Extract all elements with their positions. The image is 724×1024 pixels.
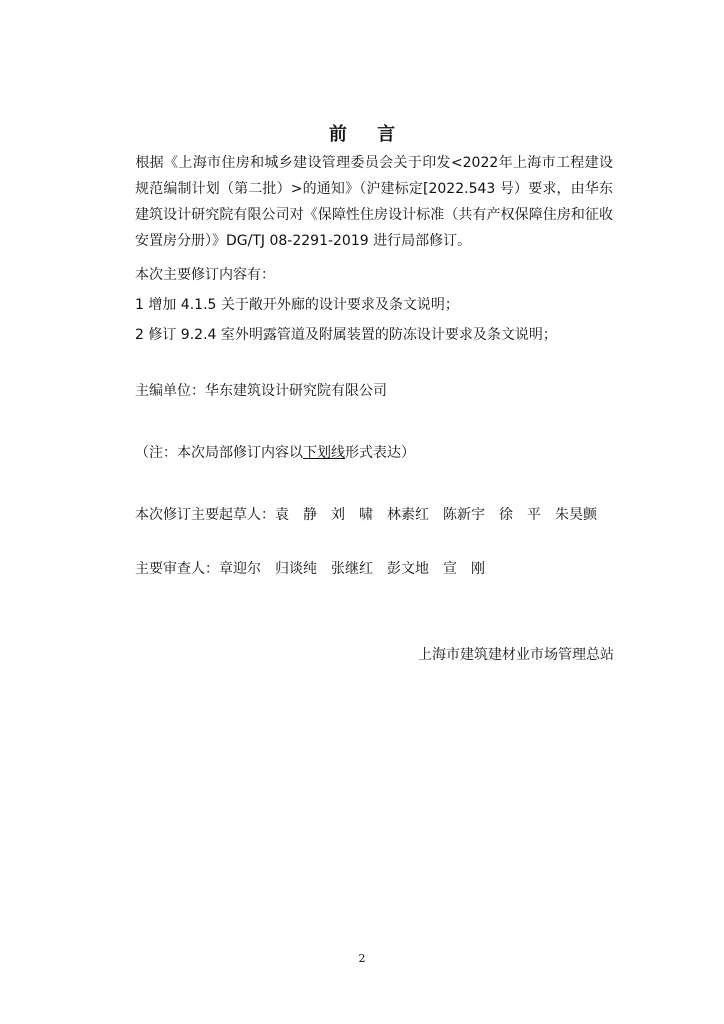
note-prefix: （注：本次局部修订内容以 xyxy=(135,445,303,461)
intro-paragraph xyxy=(135,150,613,254)
drafter-name: 袁 静 xyxy=(275,507,317,523)
drafters-label: 本次修订主要起草人： xyxy=(135,507,275,523)
page-number: 2 xyxy=(358,952,366,965)
note-underlined: 下划线 xyxy=(303,445,345,461)
drafter-name: 朱昊颤 xyxy=(555,507,597,523)
drafter-name: 林素红 xyxy=(387,507,429,523)
page-title: 前 言 xyxy=(328,124,408,145)
editor-unit-value: 华东建筑设计研究院有限公司 xyxy=(205,383,387,399)
editor-unit-label: 主编单位： xyxy=(135,383,205,399)
reviewer-name: 章迎尔 xyxy=(219,561,261,577)
reviewers-label: 主要审查人： xyxy=(135,561,219,577)
revision-item-2: 2 修订 9.2.4 室外明露管道及附属装置的防冻设计要求及条文说明； xyxy=(135,327,557,343)
drafters-line xyxy=(135,502,597,528)
reviewer-name: 彭文地 xyxy=(387,561,429,577)
note-suffix: 形式表达） xyxy=(345,445,415,461)
issuer-signature: 上海市建筑建材业市场管理总站 xyxy=(418,647,614,663)
reviewer-name: 张继红 xyxy=(331,561,373,577)
revision-item-1: 1 增加 4.1.5 关于敞开外廊的设计要求及条文说明； xyxy=(135,297,459,313)
drafter-name: 刘 啸 xyxy=(331,507,373,523)
revision-note xyxy=(135,440,415,466)
reviewers-line xyxy=(135,556,485,582)
revisions-heading: 本次主要修订内容有： xyxy=(135,267,275,283)
editor-unit xyxy=(135,378,387,404)
intro-text: 根据《上海市住房和城乡建设管理委员会关于印发<2022年上海市工程建设规范编制计划（第二批）>的通知》（沪建标定[2022.543 号）要求，由华东建筑设计研究院有限公司对《保障性住房设计标准（共有产权保障住房和征收安置房分册）》DG/TJ 08-2291-2019 进行局部修订。 xyxy=(135,155,613,249)
reviewer-name: 归谈纯 xyxy=(275,561,317,577)
reviewer-name: 宣 刚 xyxy=(443,561,485,577)
drafter-name: 陈新宇 xyxy=(443,507,485,523)
drafter-name: 徐 平 xyxy=(499,507,541,523)
